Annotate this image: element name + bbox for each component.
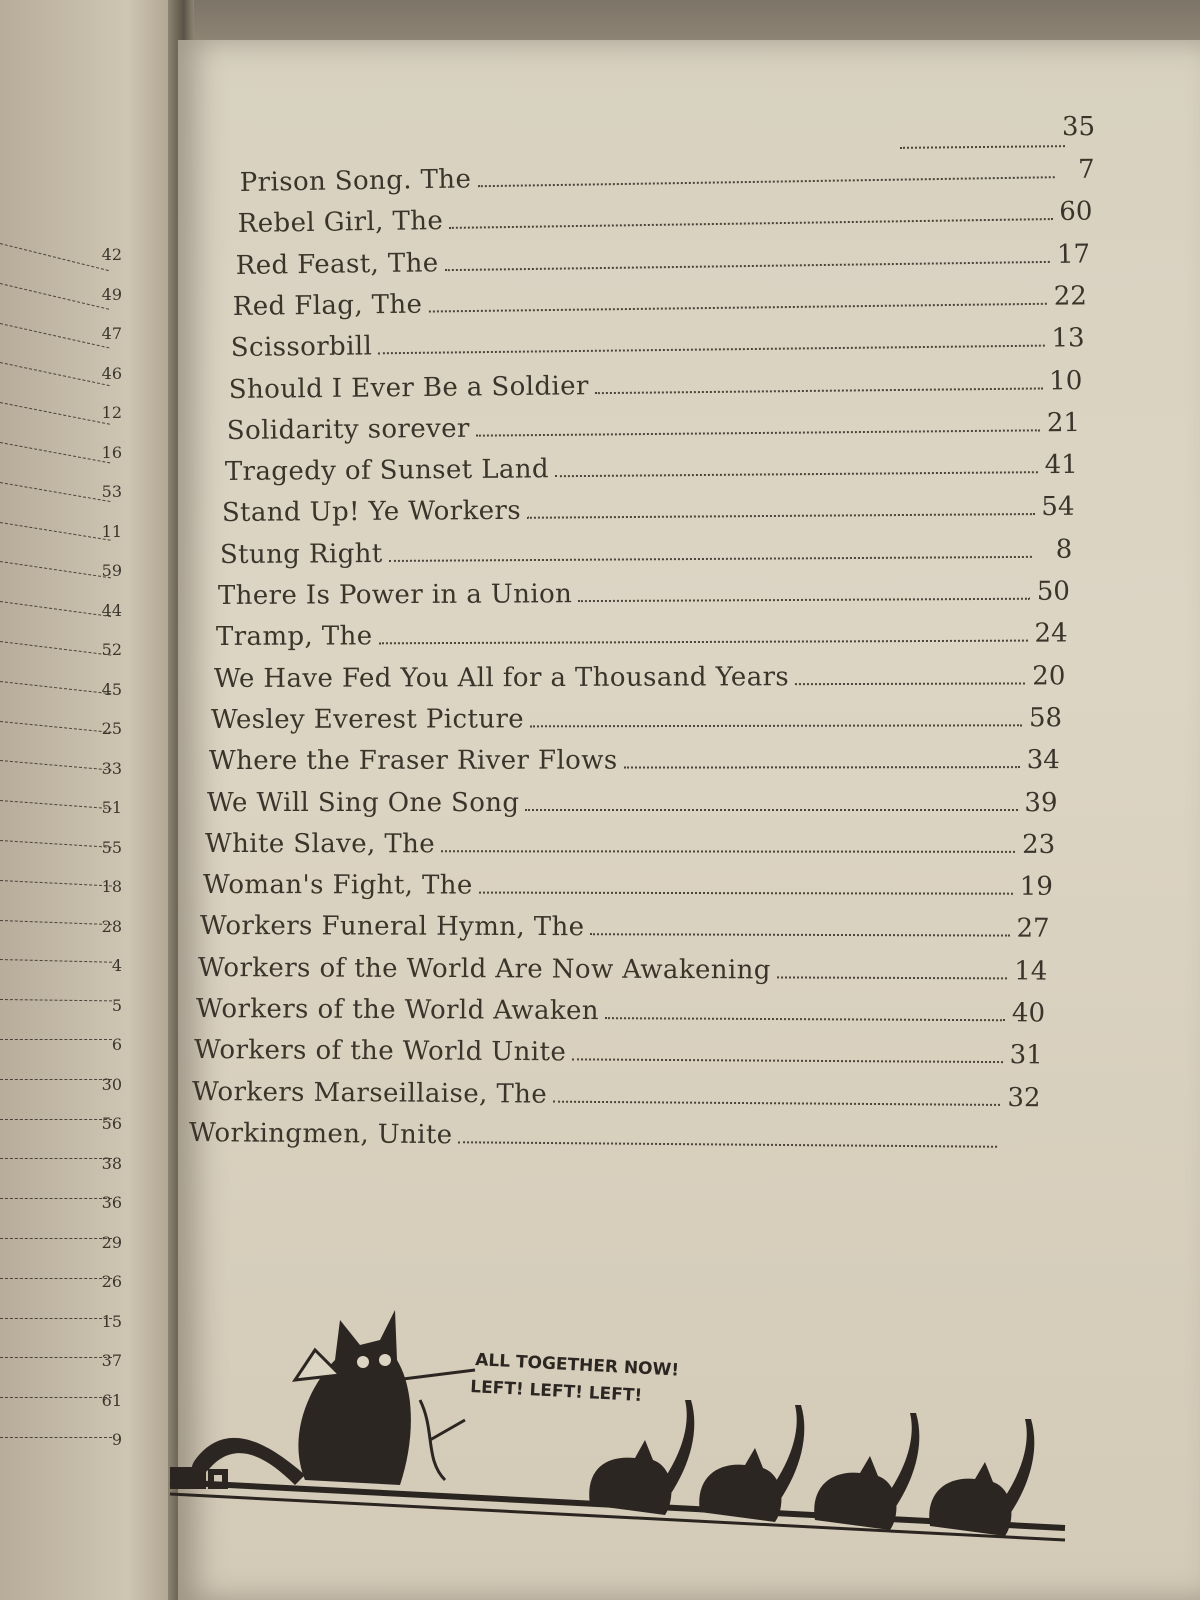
toc-leader-dots: [795, 682, 1025, 685]
toc-leader-dots: [525, 809, 1017, 811]
toc-entry-title: Woman's Fight, The: [202, 870, 473, 901]
left-page-number: 9: [111, 1430, 122, 1449]
toc-entry: [192, 1067, 1041, 1113]
toc-entry: [194, 1025, 1043, 1070]
toc-entry: [213, 651, 1065, 694]
left-page-number: 37: [101, 1351, 122, 1370]
toc-entry-title: Workers of the World Awaken: [196, 994, 600, 1027]
left-page-number: 49: [101, 284, 122, 304]
left-page-number: 38: [101, 1153, 122, 1173]
toc-leader-dots: [441, 850, 1015, 853]
left-page-number: 47: [101, 324, 122, 343]
toc-entry-title: Workingmen, Unite: [189, 1117, 454, 1151]
toc-entry-title: Rebel Girl, The: [237, 206, 444, 240]
toc-entry-title: Workers Funeral Hymn, The: [200, 911, 585, 943]
toc-entry: [205, 819, 1055, 860]
toc-entry-page: 14: [1014, 956, 1048, 987]
toc-entry-title: Workers of the World Are Now Awakening: [198, 952, 772, 986]
toc-entry-page: 19: [1019, 871, 1053, 902]
left-page-number: 15: [101, 1311, 122, 1331]
toc-entry-title: Stung Right: [219, 538, 383, 570]
left-page-number: 53: [101, 482, 122, 501]
toc-entry-title: Stand Up! Ye Workers: [222, 496, 522, 529]
caption-line-1: ALL TOGETHER NOW!: [474, 1350, 680, 1381]
toc-entry-page: 39: [1024, 787, 1058, 818]
toc-leader-dots: [429, 303, 1047, 313]
left-page-number: 18: [101, 877, 122, 896]
toc-entry-page: 50: [1036, 576, 1070, 607]
toc-entry-page: 32: [1006, 1082, 1041, 1113]
toc-entry: [203, 860, 1053, 902]
toc-leader-dots: [528, 513, 1035, 519]
toc-leader-dots: [605, 1017, 1005, 1021]
left-page-number: 61: [101, 1390, 122, 1410]
toc-entry-page: 34: [1026, 745, 1060, 776]
left-page-number: 36: [101, 1193, 122, 1212]
cats-marching-illustration: [165, 1290, 1085, 1570]
toc-entry-title: Should I Ever Be a Soldier: [228, 370, 589, 405]
toc-entry-page: 21: [1046, 407, 1080, 439]
toc-entry-page: 31: [1009, 1040, 1043, 1071]
left-page-number: 52: [101, 640, 122, 659]
left-page-number: 33: [101, 758, 122, 778]
left-page-number: 16: [101, 442, 122, 462]
toc-entry: [216, 609, 1068, 653]
toc-entry-title: We Have Fed You All for a Thousand Years: [213, 661, 789, 694]
toc-entry-title: Workers of the World Unite: [193, 1035, 567, 1068]
toc-leader-dots: [624, 766, 1020, 768]
toc-entry-page: 54: [1041, 492, 1075, 523]
left-page-number: 29: [101, 1232, 122, 1252]
toc-entry: [196, 984, 1045, 1028]
left-page-number: 26: [101, 1272, 122, 1291]
toc-entry: [209, 735, 1060, 776]
toc-leader-dots: [553, 1100, 1000, 1105]
toc-entry-page: 40: [1011, 998, 1046, 1029]
toc-entry-page: 17: [1056, 238, 1090, 270]
toc-entry-page: 8: [1055, 534, 1073, 565]
left-page-number: 59: [101, 561, 122, 580]
left-page-number: 46: [101, 363, 122, 383]
left-page-number: 12: [101, 403, 122, 422]
left-page-number: 55: [101, 837, 122, 857]
toc-entry: [200, 901, 1050, 944]
toc-leader-dots: [477, 176, 1054, 187]
toc-entry: [207, 778, 1058, 818]
kitten-4-icon: [929, 1419, 1034, 1536]
toc-entry: [220, 524, 1073, 569]
toc-entry-page: 7: [1077, 154, 1095, 185]
toc-entry-page: 27: [1016, 913, 1051, 945]
toc-leader-dots: [379, 345, 1045, 355]
toc-leader-dots: [476, 429, 1040, 436]
toc-entry-title: Prison Song. The: [239, 164, 472, 198]
toc-leader-dots: [595, 387, 1043, 394]
toc-leader-dots: [578, 598, 1030, 602]
toc-entry-page: 24: [1034, 618, 1068, 649]
left-page-number: 28: [101, 916, 122, 936]
toc-entry-title: Solidarity sorever: [226, 413, 470, 446]
left-page-number: 30: [101, 1074, 122, 1094]
kitten-1-icon: [589, 1400, 694, 1515]
left-page-number: 25: [101, 719, 122, 738]
toc-entry-page: 22: [1053, 281, 1088, 312]
toc-entry: [229, 356, 1083, 405]
toc-leader-dots: [389, 556, 1032, 562]
toc-entry: [218, 567, 1070, 611]
toc-entry-page: 41: [1044, 449, 1078, 481]
toc-entry: [198, 943, 1047, 987]
toc-leader-dots: [378, 640, 1027, 645]
toc-entry-title: Tragedy of Sunset Land: [224, 454, 549, 488]
toc-entry-title: Where the Fraser River Flows: [209, 745, 618, 777]
toc-leader-dots: [459, 1141, 998, 1148]
top-page-number: 35: [1062, 112, 1096, 142]
toc-entry-title: Scissorbill: [230, 331, 373, 364]
toc-entry-page: 58: [1029, 703, 1063, 734]
toc-leader-dots: [530, 724, 1022, 727]
toc-entry: [231, 313, 1085, 363]
toc-entry: [189, 1108, 1037, 1155]
toc-entry-title: Tramp, The: [215, 621, 373, 653]
toc-entry-title: White Slave, The: [204, 828, 435, 860]
toc-entry-page: 13: [1051, 323, 1085, 354]
toc-entry-page: 23: [1021, 829, 1056, 860]
toc-leader-dots: [572, 1059, 1003, 1064]
toc-entry-title: There Is Power in a Union: [217, 579, 573, 611]
toc-entry-title: Red Flag, The: [233, 289, 423, 322]
kitten-3-icon: [814, 1413, 919, 1530]
toc-leader-dots: [777, 976, 1007, 979]
left-page-number: 6: [111, 1035, 122, 1054]
toc-leader-dots: [444, 261, 1050, 271]
toc-leader-dots: [449, 218, 1052, 229]
toc-entry-title: Wesley Everest Picture: [211, 704, 525, 735]
left-page-number: 44: [101, 600, 122, 620]
toc-entry-page: 60: [1058, 196, 1093, 228]
toc-entry: [222, 482, 1075, 528]
left-page-number: 56: [101, 1114, 122, 1133]
toc-leader-dots: [555, 471, 1038, 477]
big-cat-icon: [192, 1310, 411, 1485]
toc-entry: [224, 440, 1077, 487]
toc-entry-title: Red Feast, The: [235, 247, 439, 281]
toc-entry-title: We Will Sing One Song: [207, 787, 520, 818]
toc-leader-dots: [591, 934, 1010, 937]
left-page-number: 45: [101, 679, 122, 699]
left-page-number: 11: [101, 521, 122, 541]
left-page-number: 51: [101, 798, 122, 817]
left-page-number: 4: [111, 956, 122, 975]
toc-leader-dots: [478, 892, 1012, 895]
left-page-number: 42: [101, 245, 122, 264]
toc-entry: [211, 693, 1062, 735]
toc-entry: [226, 398, 1080, 446]
toc-entry-page: 20: [1031, 660, 1065, 692]
left-page-number: 5: [111, 995, 122, 1015]
toc-entry-title: Workers Marseillaise, The: [191, 1076, 547, 1110]
caption-line-2: LEFT! LEFT! LEFT!: [469, 1377, 643, 1406]
kitten-2-icon: [699, 1405, 804, 1522]
toc-entry-page: 10: [1049, 365, 1083, 396]
